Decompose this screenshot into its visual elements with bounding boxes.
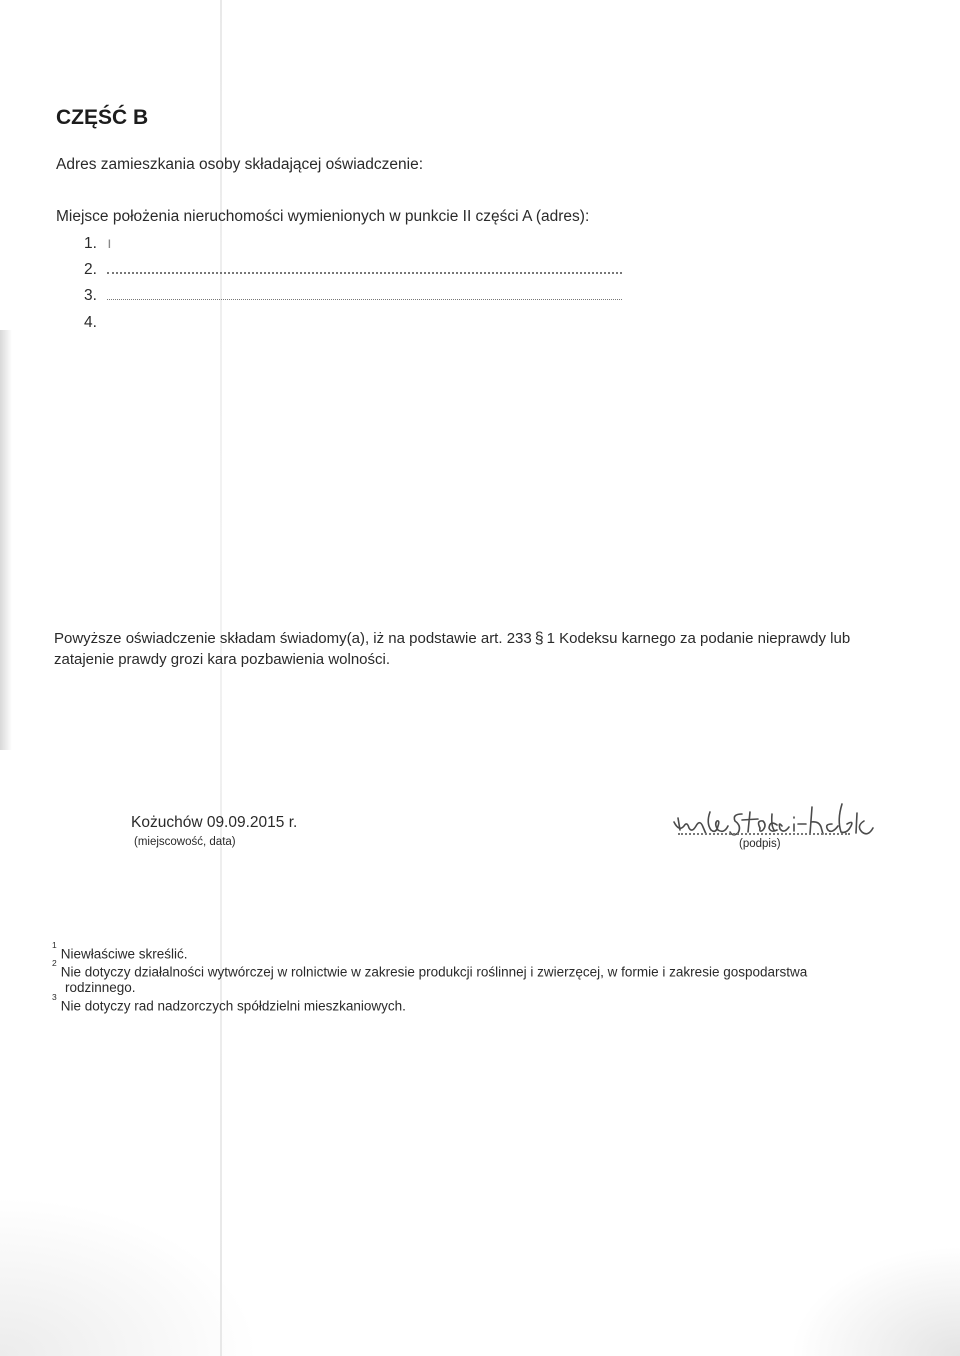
redaction-mark: ı xyxy=(107,235,112,252)
place-date-caption: (miejscowość, data) xyxy=(134,836,236,848)
scan-bottom-shadow xyxy=(0,1196,260,1356)
signature-caption: (podpis) xyxy=(739,838,781,850)
property-location-label: Miejsce położenia nieruchomości wymienionych w punkcie II części A (adres): xyxy=(56,208,590,225)
footnote-text: Niewłaściwe skreślić. xyxy=(60,946,188,962)
footnote-text: Nie dotyczy działalności wytwórczej w rolnictwie w zakresie produkcji roślinnej i zwierzęcej, w formie i zakresie gospodarstwa xyxy=(60,964,808,980)
section-title: CZĘŚĆ B xyxy=(56,106,149,129)
footnote-3 xyxy=(52,992,406,1014)
property-item-number: 4. xyxy=(84,314,97,331)
footnote-marker: 3 xyxy=(52,992,57,1002)
footnote-2-continuation xyxy=(65,980,136,995)
property-item-3 xyxy=(84,287,622,305)
footnote-marker: 1 xyxy=(52,940,57,950)
footnote-2 xyxy=(52,958,808,980)
property-item-4 xyxy=(84,314,97,332)
scan-edge-shadow xyxy=(0,330,12,750)
footnote-marker: 2 xyxy=(52,958,57,968)
dotted-fill-line xyxy=(107,270,622,274)
declaration-paragraph xyxy=(54,628,884,670)
footnote-text: Nie dotyczy rad nadzorczych spółdzielni mieszkaniowych. xyxy=(60,998,406,1014)
property-item-1 xyxy=(84,235,112,253)
signature-dotted-line xyxy=(678,831,850,835)
property-item-number: 2. xyxy=(84,261,97,278)
section-symbol: § xyxy=(534,630,544,647)
footnote-1 xyxy=(52,940,188,962)
address-label: Adres zamieszkania osoby składającej oświadczenie: xyxy=(56,156,424,173)
property-item-number: 1. xyxy=(84,235,97,252)
declaration-text-part2: 1 Kodeksu karnego za podanie nieprawdy lub zatajenie prawdy grozi kara pozbawienia wolności. xyxy=(54,630,851,668)
place-date: Kożuchów 09.09.2015 r. xyxy=(131,814,298,831)
scan-fold-line xyxy=(220,0,222,1356)
dotted-fill-line xyxy=(107,297,622,300)
property-item-number: 3. xyxy=(84,287,97,304)
property-item-2 xyxy=(84,261,622,279)
footnote-text: rodzinnego. xyxy=(65,980,136,995)
scan-corner-shadow xyxy=(790,1246,960,1356)
declaration-text-part1: Powyższe oświadczenie składam świadomy(a), iż na podstawie art. 233 xyxy=(54,630,532,647)
